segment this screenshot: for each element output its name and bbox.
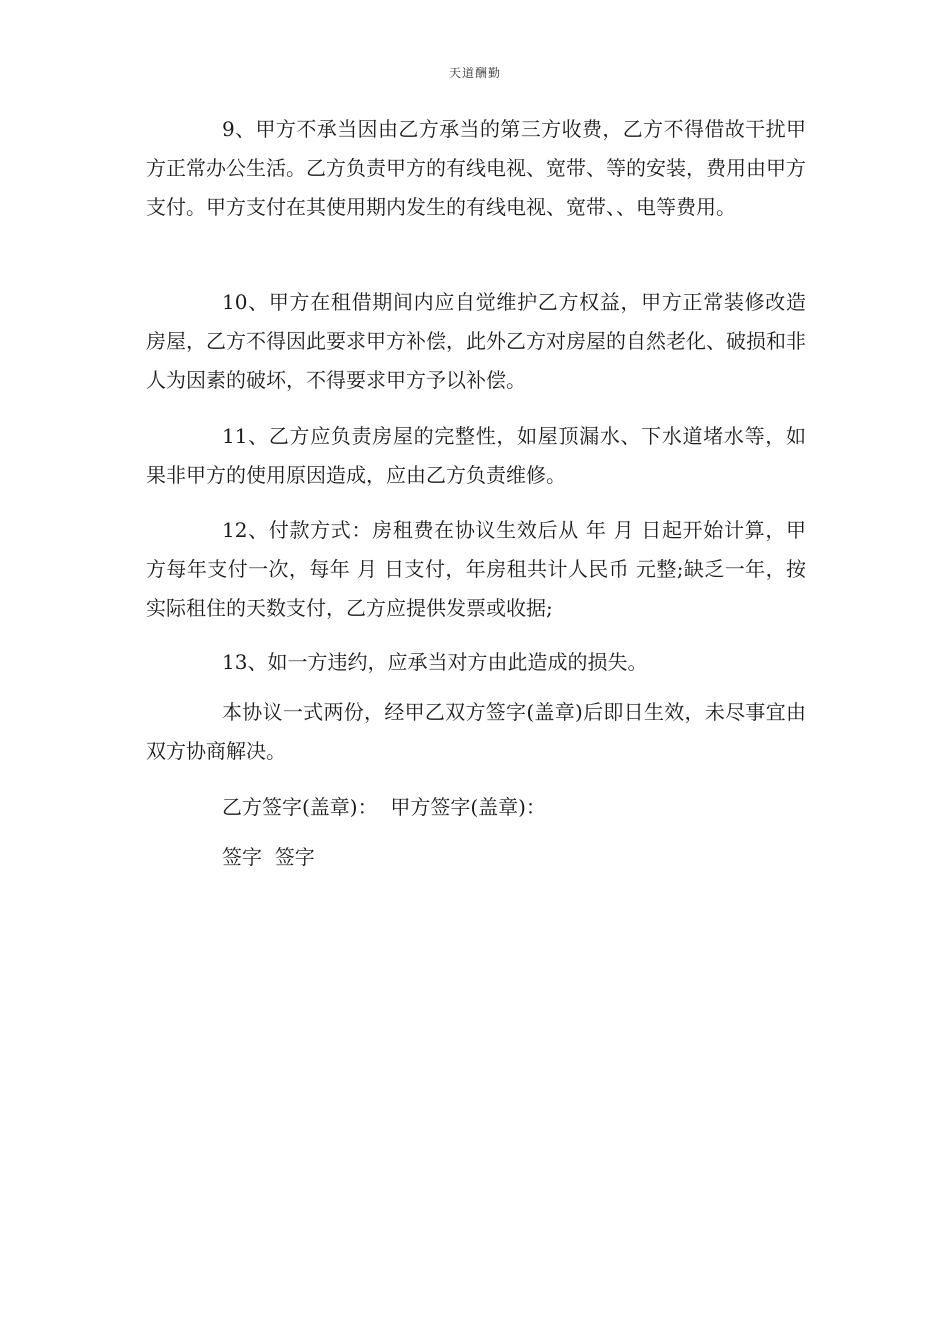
signature-parties: 乙方签字(盖章)： 甲方签字(盖章)： [222, 795, 546, 819]
clause-11: 11、乙方应负责房屋的完整性，如屋顶漏水、下水道堵水等，如果非甲方的使用原因造成，应由乙方负责维修。 [146, 424, 806, 487]
page-header: 天道酬勤 [448, 66, 501, 80]
clause-12: 12、付款方式：房租费在协议生效后从 年 月 日起开始计算，甲方每年支付一次，每年 月 日支付，年房租共计人民币 元整;缺乏一年，按实际租住的天数支付，乙方应提供发票或收据; [146, 518, 806, 620]
agreement-effect: 本协议一式两份，经甲乙双方签字(盖章)后即日生效，未尽事宜由双方协商解决。 [146, 700, 806, 763]
clause-9: 9、甲方不承当因由乙方承当的第三方收费，乙方不得借故干扰甲方正常办公生活。乙方负责甲方的有线电视、宽带、等的安装，费用由甲方支付。甲方支付在其使用期内发生的有线电视、宽带、、电等费用。 [146, 117, 806, 219]
signature-labels: 签字 签字 [222, 845, 315, 869]
clause-10: 10、甲方在租借期间内应自觉维护乙方权益，甲方正常装修改造房屋，乙方不得因此要求甲方补偿，此外乙方对房屋的自然老化、破损和非人为因素的破坏，不得要求甲方予以补偿。 [146, 290, 806, 392]
clause-13: 13、如一方违约，应承当对方由此造成的损失。 [222, 650, 648, 674]
